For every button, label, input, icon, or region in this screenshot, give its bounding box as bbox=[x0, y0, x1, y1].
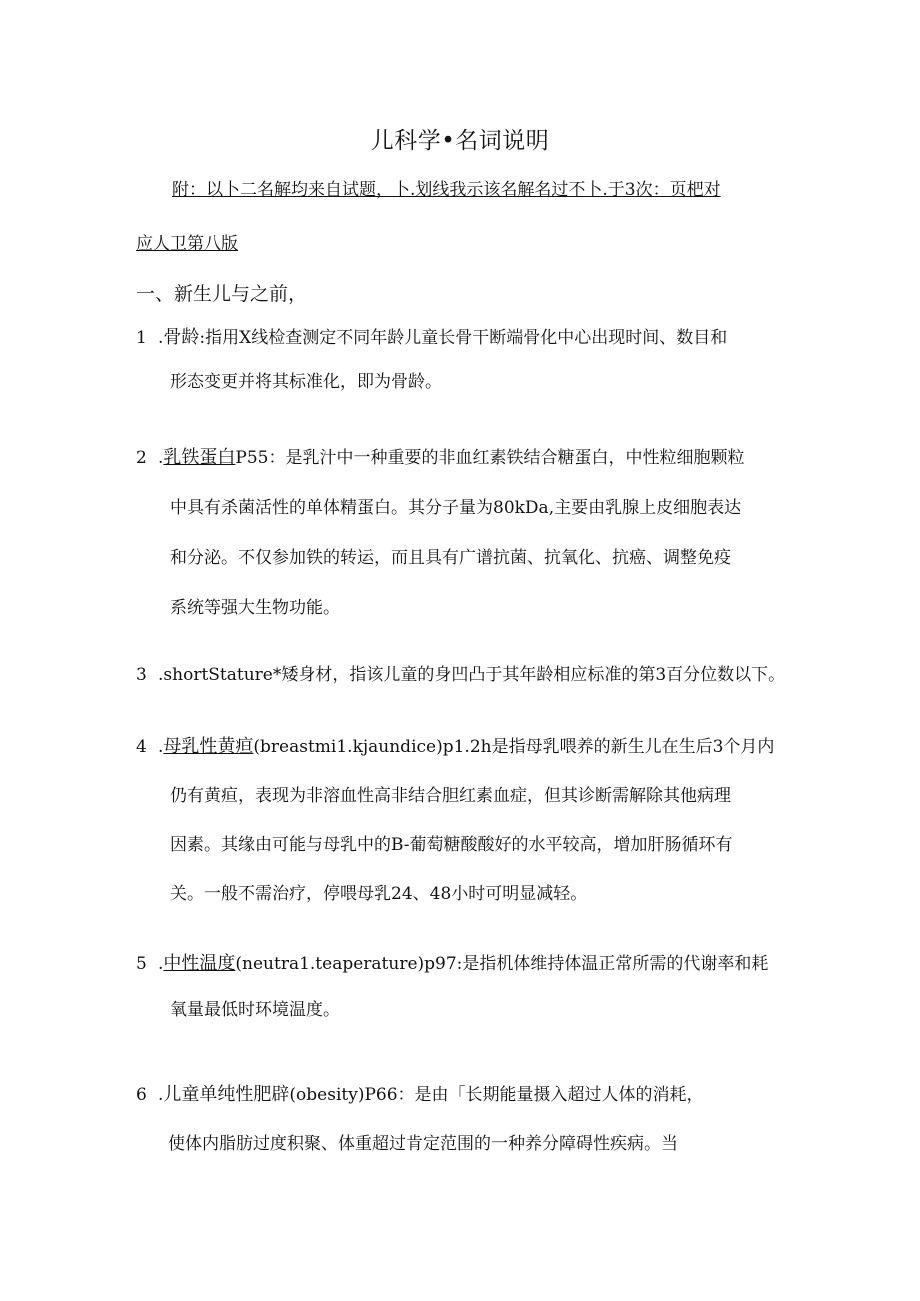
section-heading: 一、新生儿与之前， bbox=[136, 283, 308, 305]
entry-first-line bbox=[136, 1081, 796, 1109]
entry-dot: . bbox=[158, 328, 164, 348]
entry-first-line bbox=[136, 324, 796, 352]
entry-definition: (neutra1.teaperature)p97:是指机体维持体温正常所需的代谢率和耗 bbox=[235, 954, 769, 974]
entry-definition: shortStature*矮身材，指该儿童的身凹凸于其年龄相应标准的第3百分位数以下。 bbox=[163, 665, 786, 685]
definition-entry-1 bbox=[136, 324, 796, 396]
entry-term: 中性温度 bbox=[163, 953, 236, 974]
entry-definition: (obesity)P66：是由「长期能量摄入超过人体的消耗， bbox=[289, 1085, 704, 1105]
entry-first-line bbox=[136, 661, 796, 689]
intro-note bbox=[136, 174, 786, 260]
entry-dot: . bbox=[158, 448, 164, 468]
entry-continuation-line: 形态变更并将其标准化，即为骨龄。 bbox=[170, 372, 442, 392]
entry-continuation-line: 系统等强大生物功能。 bbox=[170, 598, 340, 618]
entry-continuation-line: 关。一般不需治疗，停喂母乳24、48小时可明显减轻。 bbox=[170, 884, 588, 904]
entry-dot: . bbox=[158, 1085, 164, 1105]
entry-continuation-line: 中具有杀菌活性的单体精蛋白。其分子量为80kDa,主要由乳腺上皮细胞表达 bbox=[170, 498, 742, 518]
entry-continuation-line: 氧量最低时环境温度。 bbox=[170, 1000, 340, 1020]
entry-definition: :指用X线检查测定不同年龄儿童长骨干断端骨化中心出现时间、数目和 bbox=[199, 328, 728, 348]
entry-dot: . bbox=[158, 954, 164, 974]
intro-note-line-1: 附：以卜二名解均来自试题，卜.划线我示该名解名过不卜.于3次：页杷对 bbox=[172, 180, 721, 200]
entry-number: 2 bbox=[136, 448, 147, 468]
definition-entry-6 bbox=[136, 1081, 796, 1158]
definition-entry-4 bbox=[136, 733, 796, 908]
entry-number: 6 bbox=[136, 1085, 147, 1105]
entry-term: 骨龄 bbox=[163, 327, 200, 348]
entry-continuation-line: 和分泌。不仅参加铁的转运，而且具有广谱抗菌、抗氧化、抗癌、调整免疫 bbox=[170, 548, 731, 568]
intro-note-line-2: 应人卫第八版 bbox=[136, 234, 238, 254]
page-title: 儿科学•名词说明 bbox=[370, 128, 550, 154]
entry-first-line bbox=[136, 444, 796, 472]
entry-number: 1 bbox=[136, 328, 147, 348]
entry-dot: . bbox=[158, 737, 164, 757]
entry-dot: . bbox=[158, 665, 164, 685]
entry-term: 母乳性黄疸 bbox=[163, 736, 254, 757]
entry-first-line bbox=[136, 733, 796, 761]
entry-number: 4 bbox=[136, 737, 147, 757]
entry-first-line bbox=[136, 950, 796, 978]
entry-continuation-line: 仍有黄疸，表现为非溶血性高非结合胆红素血症，但其诊断需解除其他病理 bbox=[170, 786, 731, 806]
definition-entry-2 bbox=[136, 444, 796, 622]
entry-term: 儿童单纯性肥辟 bbox=[163, 1084, 290, 1105]
entry-continuation-line: 使体内脂肪过度积聚、体重超过肯定范围的一种养分障碍性疾病。当 bbox=[168, 1134, 678, 1154]
definition-entry-3 bbox=[136, 661, 796, 689]
entry-continuation-line: 因素。其缘由可能与母乳中的B-葡萄糖酸酸好的水平较高，增加肝肠循环有 bbox=[170, 835, 733, 855]
entry-definition: (breastmi1.kjaundice)p1.2h是指母乳喂养的新生儿在生后3个月内 bbox=[253, 737, 775, 757]
entry-term: 乳铁蛋白 bbox=[163, 447, 236, 468]
entry-number: 5 bbox=[136, 954, 147, 974]
definition-entry-5 bbox=[136, 950, 796, 1024]
entry-definition: P55：是乳汁中一种重要的非血红素铁结合糖蛋白，中性粒细胞颗粒 bbox=[235, 448, 745, 468]
entry-number: 3 bbox=[136, 665, 147, 685]
